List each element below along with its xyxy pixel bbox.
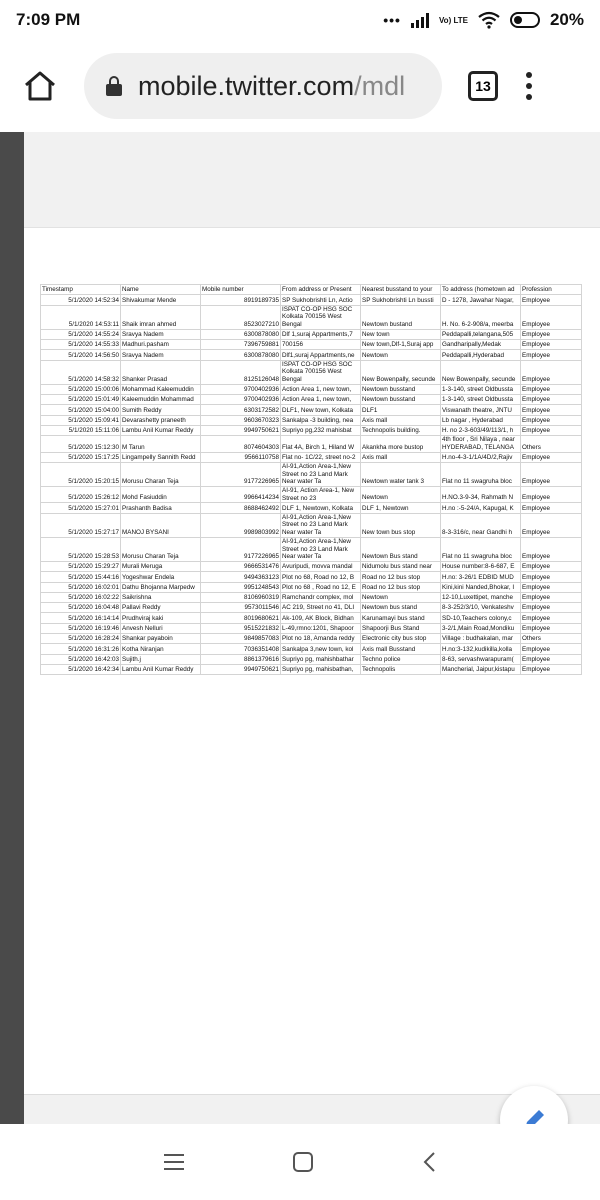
cell-mobile: 7396759881 bbox=[201, 340, 281, 350]
cell-to: H.NO.3-9-34, Rahmath N bbox=[441, 487, 521, 503]
cell-prof: Employee bbox=[521, 572, 582, 582]
cell-to: 3-2/1,Main Road,Mondiku bbox=[441, 623, 521, 633]
cell-to: Kini,kini Nanded,Bhokar, I bbox=[441, 582, 521, 592]
table-row bbox=[41, 405, 582, 415]
cell-mobile: 9700402936 bbox=[201, 395, 281, 405]
cell-to: 12-10,Luxettipet, manche bbox=[441, 592, 521, 602]
cell-mobile: 9849857083 bbox=[201, 634, 281, 644]
cell-to: 8-63, servashwarapuram( bbox=[441, 654, 521, 664]
table-row bbox=[41, 340, 582, 350]
cell-prof: Employee bbox=[521, 592, 582, 602]
cell-prof: Employee bbox=[521, 513, 582, 537]
cell-ts: 5/1/2020 16:31:26 bbox=[41, 644, 121, 654]
cell-ts: 5/1/2020 15:12:30 bbox=[41, 436, 121, 452]
cell-name: Sravya Nadem bbox=[121, 329, 201, 339]
cell-to: D - 1278, Jawahar Nagar, bbox=[441, 295, 521, 305]
table-row bbox=[41, 644, 582, 654]
cell-bus: SP Sukhobrishti Ln bussti bbox=[361, 295, 441, 305]
cell-name: Anvesh Nelluri bbox=[121, 623, 201, 633]
cell-name: Sravya Nadem bbox=[121, 350, 201, 360]
cell-from: 700156 bbox=[281, 340, 361, 350]
cell-ts: 5/1/2020 16:14:14 bbox=[41, 613, 121, 623]
cell-name: Dathu Bhojanna Marpedw bbox=[121, 582, 201, 592]
cell-name: Kaleemuddin Mohammad bbox=[121, 395, 201, 405]
cell-to: H.no:3-132,kudikilla,kolla bbox=[441, 644, 521, 654]
status-bar bbox=[0, 0, 600, 40]
cell-to: Lb nagar , Hyderabad bbox=[441, 415, 521, 425]
signal-strength-icon bbox=[411, 12, 429, 28]
cell-ts: 5/1/2020 14:55:33 bbox=[41, 340, 121, 350]
cell-bus: Road no 12 bus stop bbox=[361, 572, 441, 582]
cell-to: 1-3-140, street Oldbussta bbox=[441, 384, 521, 394]
table-header-row bbox=[41, 285, 582, 295]
cell-ts: 5/1/2020 15:17:25 bbox=[41, 452, 121, 462]
cell-name: Mohd Fasiuddin bbox=[121, 487, 201, 503]
cell-name: Kotha Niranjan bbox=[121, 644, 201, 654]
cell-mobile: 9566110758 bbox=[201, 452, 281, 462]
cell-name: Shivakumar Mende bbox=[121, 295, 201, 305]
cell-name: MANOJ BYSANI bbox=[121, 513, 201, 537]
cell-name: Murali Meruga bbox=[121, 561, 201, 571]
cell-to: H. No. 6-2-908/a, meerba bbox=[441, 305, 521, 329]
cell-mobile: 8074604303 bbox=[201, 436, 281, 452]
header-cell: Timestamp bbox=[41, 285, 121, 295]
cell-prof: Employee bbox=[521, 462, 582, 486]
cell-prof: Employee bbox=[521, 613, 582, 623]
cell-bus: DLF1 bbox=[361, 405, 441, 415]
cell-prof: Employee bbox=[521, 503, 582, 513]
battery-percent: 20% bbox=[549, 10, 584, 29]
cell-mobile: 8688462492 bbox=[201, 503, 281, 513]
table-row bbox=[41, 513, 582, 537]
cell-mobile: 9603670323 bbox=[201, 415, 281, 425]
volte-icon: Vo) LTE bbox=[438, 15, 468, 25]
table-row bbox=[41, 582, 582, 592]
cell-ts: 5/1/2020 14:53:11 bbox=[41, 305, 121, 329]
table-row bbox=[41, 415, 582, 425]
cell-ts: 5/1/2020 16:42:34 bbox=[41, 664, 121, 674]
cell-to: Village : budhakalan, mar bbox=[441, 634, 521, 644]
cell-mobile: 8861379616 bbox=[201, 654, 281, 664]
cell-bus: Axis mall Busstand bbox=[361, 644, 441, 654]
home-icon bbox=[23, 70, 57, 102]
cell-mobile: 9515221832 bbox=[201, 623, 281, 633]
cell-bus: DLF 1, Newtown bbox=[361, 503, 441, 513]
cell-ts: 5/1/2020 15:01:49 bbox=[41, 395, 121, 405]
cell-to: Peddapalli,Hyderabad bbox=[441, 350, 521, 360]
table-row bbox=[41, 305, 582, 329]
cell-bus: Newtown bustand bbox=[361, 305, 441, 329]
cell-to: Gandharipally,Medak bbox=[441, 340, 521, 350]
cell-ts: 5/1/2020 15:29:27 bbox=[41, 561, 121, 571]
cell-name: Saikrishna bbox=[121, 592, 201, 602]
cell-bus: Nidumolu bus stand near bbox=[361, 561, 441, 571]
cell-prof: Employee bbox=[521, 452, 582, 462]
cell-name: Shankar payaboin bbox=[121, 634, 201, 644]
square-home-icon[interactable] bbox=[292, 1151, 314, 1173]
cell-ts: 5/1/2020 16:19:46 bbox=[41, 623, 121, 633]
cell-from: AI-91,Action Area-1,New Street no 23 Land Mark Near water Ta bbox=[281, 537, 361, 561]
menu-lines-icon[interactable] bbox=[163, 1152, 185, 1172]
cell-ts: 5/1/2020 16:04:48 bbox=[41, 603, 121, 613]
header-cell: Profession bbox=[521, 285, 582, 295]
cell-from: Dlf 1,suraj Appartments,7 bbox=[281, 329, 361, 339]
cell-bus: Newtown busstand bbox=[361, 384, 441, 394]
cell-bus: Axis mall bbox=[361, 415, 441, 425]
cell-from: Avuripudi, movva mandal bbox=[281, 561, 361, 571]
cell-to: Mancherial, Jaipur,kistapu bbox=[441, 664, 521, 674]
cell-prof: Employee bbox=[521, 350, 582, 360]
table-row bbox=[41, 634, 582, 644]
cell-bus: New town bus stop bbox=[361, 513, 441, 537]
cell-prof: Employee bbox=[521, 644, 582, 654]
cell-to: House number:8-6-687, E bbox=[441, 561, 521, 571]
cell-bus: Newtown bbox=[361, 487, 441, 503]
status-time: 7:09 PM bbox=[16, 10, 81, 29]
cell-name: Morusu Charan Teja bbox=[121, 462, 201, 486]
lock-icon bbox=[106, 76, 122, 96]
cell-to: H.no-4-3-1/1A/4D/2,Rajiv bbox=[441, 452, 521, 462]
cell-from: Action Area 1, new town, bbox=[281, 395, 361, 405]
cell-mobile: 9177226965 bbox=[201, 537, 281, 561]
cell-ts: 5/1/2020 16:02:01 bbox=[41, 582, 121, 592]
cell-name: Mohammad Kaleemuddin bbox=[121, 384, 201, 394]
cell-prof: Employee bbox=[521, 295, 582, 305]
url-domain: mobile.twitter.com bbox=[138, 70, 355, 101]
cell-bus: New Bowenpally, secunde bbox=[361, 360, 441, 384]
cell-to: 4th floor , Sri Nilaya , near HYDERABAD, TELANGA bbox=[441, 436, 521, 452]
table-row bbox=[41, 623, 582, 633]
cell-from: Plot no 68 , Road no 12, E bbox=[281, 582, 361, 592]
cell-bus: Newtown bbox=[361, 350, 441, 360]
cell-mobile: 8919189735 bbox=[201, 295, 281, 305]
cell-ts: 5/1/2020 15:09:41 bbox=[41, 415, 121, 425]
table-row bbox=[41, 654, 582, 664]
cell-name: Lingampelly Sannith Redd bbox=[121, 452, 201, 462]
tab-switcher-button[interactable]: 13 bbox=[468, 71, 498, 101]
table-row bbox=[41, 664, 582, 674]
cell-prof: Employee bbox=[521, 305, 582, 329]
cell-ts: 5/1/2020 16:28:24 bbox=[41, 634, 121, 644]
back-chevron-icon[interactable] bbox=[421, 1151, 437, 1173]
cell-from: DLF 1, Newtown, Kolkata bbox=[281, 503, 361, 513]
cell-prof: Employee bbox=[521, 405, 582, 415]
cell-from: AI-91,Action Area-1,New Street no 23 Land Mark Near water Ta bbox=[281, 462, 361, 486]
cell-prof: Employee bbox=[521, 340, 582, 350]
cell-name: Shanker Prasad bbox=[121, 360, 201, 384]
cell-mobile: 7036351408 bbox=[201, 644, 281, 654]
table-row bbox=[41, 572, 582, 582]
system-nav-bar bbox=[0, 1124, 600, 1200]
cell-bus: Road no 12 bus stop bbox=[361, 582, 441, 592]
cell-ts: 5/1/2020 15:44:16 bbox=[41, 572, 121, 582]
table-row bbox=[41, 561, 582, 571]
cell-bus: Electronic city bus stop bbox=[361, 634, 441, 644]
cell-mobile: 9700402936 bbox=[201, 384, 281, 394]
header-cell: Nearest busstand to your bbox=[361, 285, 441, 295]
cell-from: Dlf1,suraj Appartments,ne bbox=[281, 350, 361, 360]
wifi-icon bbox=[478, 11, 500, 29]
table-row bbox=[41, 462, 582, 486]
table-row bbox=[41, 487, 582, 503]
cell-name: Shaik imran ahmed bbox=[121, 305, 201, 329]
cell-ts: 5/1/2020 15:11:06 bbox=[41, 425, 121, 435]
table-row bbox=[41, 592, 582, 602]
cell-prof: Employee bbox=[521, 487, 582, 503]
cell-bus: Technopolis bbox=[361, 664, 441, 674]
table-row bbox=[41, 425, 582, 435]
header-cell: Name bbox=[121, 285, 201, 295]
cell-from: Supriyo pg,232 mahisbat bbox=[281, 425, 361, 435]
cell-ts: 5/1/2020 15:26:12 bbox=[41, 487, 121, 503]
cell-bus: Techno police bbox=[361, 654, 441, 664]
cell-from: L-49,rmno:1201, Shapoor bbox=[281, 623, 361, 633]
cell-mobile: 9494363123 bbox=[201, 572, 281, 582]
cell-bus: Newtown busstand bbox=[361, 395, 441, 405]
cell-name: Yogeshwar Endela bbox=[121, 572, 201, 582]
cell-mobile: 9989803992 bbox=[201, 513, 281, 537]
cell-ts: 5/1/2020 14:52:34 bbox=[41, 295, 121, 305]
cell-from: AI-91,Action Area-1,New Street no 23 Land Mark Near water Ta bbox=[281, 513, 361, 537]
cell-from: Plot no 68, Road no 12, B bbox=[281, 572, 361, 582]
browser-toolbar bbox=[0, 40, 600, 132]
cell-to: 1-3-140, street Oldbussta bbox=[441, 395, 521, 405]
cell-to: H.no: 3-26/1 EDBID MUD bbox=[441, 572, 521, 582]
cell-prof: Employee bbox=[521, 664, 582, 674]
cell-from: Flat 4A, Birch 1, Hiland W bbox=[281, 436, 361, 452]
cell-from: Ak-109, AK Block, Bidhan bbox=[281, 613, 361, 623]
table-row bbox=[41, 436, 582, 452]
status-icons bbox=[383, 10, 584, 30]
cell-bus: Akankha more bustop bbox=[361, 436, 441, 452]
table-row bbox=[41, 537, 582, 561]
more-vert-icon[interactable] bbox=[524, 72, 534, 100]
cell-to: Flat no 11 swagruha bloc bbox=[441, 537, 521, 561]
cell-prof: Employee bbox=[521, 395, 582, 405]
battery-saver-icon bbox=[510, 12, 540, 28]
cell-ts: 5/1/2020 14:56:50 bbox=[41, 350, 121, 360]
cell-name: Devarashetty praneeth bbox=[121, 415, 201, 425]
cell-ts: 5/1/2020 14:58:32 bbox=[41, 360, 121, 384]
cell-name: Sujith.j bbox=[121, 654, 201, 664]
cell-mobile: 9949750621 bbox=[201, 664, 281, 674]
cell-to: Peddapalli,telangana,505 bbox=[441, 329, 521, 339]
cell-to: SD-10,Teachers colony,c bbox=[441, 613, 521, 623]
cell-bus: Shapoorji Bus Stand bbox=[361, 623, 441, 633]
table-row bbox=[41, 295, 582, 305]
cell-prof: Employee bbox=[521, 329, 582, 339]
cell-mobile: 9666531476 bbox=[201, 561, 281, 571]
document-header-area bbox=[24, 132, 600, 228]
cell-prof: Employee bbox=[521, 384, 582, 394]
cell-prof: Employee bbox=[521, 582, 582, 592]
cell-name: M Tarun bbox=[121, 436, 201, 452]
table-row bbox=[41, 360, 582, 384]
cell-to: New Bowenpally, secunde bbox=[441, 360, 521, 384]
cell-prof: Employee bbox=[521, 415, 582, 425]
cell-from: Supriyo pg, mahisbathan, bbox=[281, 664, 361, 674]
cell-from: ISPAT CO-OP HSG SOC Kolkata 700156 West Bengal bbox=[281, 305, 361, 329]
table-row bbox=[41, 603, 582, 613]
cell-ts: 5/1/2020 15:27:17 bbox=[41, 513, 121, 537]
cell-from: AI-91, Action Area-1, New Street no 23 bbox=[281, 487, 361, 503]
header-cell: Mobile number bbox=[201, 285, 281, 295]
table-row bbox=[41, 350, 582, 360]
cell-ts: 5/1/2020 15:27:01 bbox=[41, 503, 121, 513]
notification-dots-icon: ••• bbox=[383, 12, 401, 28]
cell-ts: 5/1/2020 16:42:03 bbox=[41, 654, 121, 664]
cell-to: 8-3-252/3/10, Venkateshv bbox=[441, 603, 521, 613]
cell-mobile: 6300878080 bbox=[201, 329, 281, 339]
cell-from: Supriyo pg, mahishbathar bbox=[281, 654, 361, 664]
cell-to: Flat no 11 swagruha bloc bbox=[441, 462, 521, 486]
cell-mobile: 9573011546 bbox=[201, 603, 281, 613]
cell-name: Lambu Anil Kumar Reddy bbox=[121, 664, 201, 674]
cell-prof: Employee bbox=[521, 425, 582, 435]
cell-prof: Employee bbox=[521, 654, 582, 664]
header-cell: From address or Present bbox=[281, 285, 361, 295]
table-row bbox=[41, 329, 582, 339]
cell-from: ISPAT CO-OP HSG SOC Kolkata 700156 West Bengal bbox=[281, 360, 361, 384]
cell-name: Pallavi Reddy bbox=[121, 603, 201, 613]
cell-mobile: 9177226965 bbox=[201, 462, 281, 486]
cell-to: H.no :-5-24/A, Kapugal, K bbox=[441, 503, 521, 513]
cell-name: Madhuri.pasham bbox=[121, 340, 201, 350]
cell-from: Plot no 18, Amanda reddy bbox=[281, 634, 361, 644]
cell-bus: Axis mall bbox=[361, 452, 441, 462]
table-row bbox=[41, 384, 582, 394]
cell-prof: Employee bbox=[521, 561, 582, 571]
cell-bus: Newtown water tank 3 bbox=[361, 462, 441, 486]
cell-mobile: 9949750621 bbox=[201, 425, 281, 435]
cell-bus: Karunamayi bus stand bbox=[361, 613, 441, 623]
cell-from: Flat no- 1C/22, street no-2 bbox=[281, 452, 361, 462]
cell-name: Prudhviraj kaki bbox=[121, 613, 201, 623]
cell-ts: 5/1/2020 15:04:00 bbox=[41, 405, 121, 415]
cell-bus: Technopolis building. bbox=[361, 425, 441, 435]
cell-from: Sankalpa 3,new town, kol bbox=[281, 644, 361, 654]
cell-mobile: 8523027210 bbox=[201, 305, 281, 329]
cell-prof: Employee bbox=[521, 623, 582, 633]
address-bar[interactable] bbox=[84, 53, 442, 119]
cell-mobile: 8106960319 bbox=[201, 592, 281, 602]
cell-name: Lambu Anil Kumar Reddy bbox=[121, 425, 201, 435]
home-button[interactable] bbox=[18, 64, 62, 108]
cell-prof: Employee bbox=[521, 537, 582, 561]
cell-bus: Newtown bbox=[361, 592, 441, 602]
cell-name: Morusu Charan Teja bbox=[121, 537, 201, 561]
cell-ts: 5/1/2020 15:28:53 bbox=[41, 537, 121, 561]
cell-to: H. no 2-3-603/49/113/1, h bbox=[441, 425, 521, 435]
cell-mobile: 8019680621 bbox=[201, 613, 281, 623]
cell-mobile: 9966414234 bbox=[201, 487, 281, 503]
cell-from: Sankalpa -3 building, nea bbox=[281, 415, 361, 425]
cell-mobile: 9951248543 bbox=[201, 582, 281, 592]
cell-from: Action Area 1, new town, bbox=[281, 384, 361, 394]
cell-bus: Newtown Bus stand bbox=[361, 537, 441, 561]
header-cell: To address (hometown ad bbox=[441, 285, 521, 295]
table-row bbox=[41, 452, 582, 462]
cell-name: Prashanth Badisa bbox=[121, 503, 201, 513]
cell-to: Viswanath theatre, JNTU bbox=[441, 405, 521, 415]
cell-prof: Others bbox=[521, 634, 582, 644]
document-page bbox=[24, 132, 600, 1124]
document-viewer bbox=[0, 132, 600, 1124]
table-row bbox=[41, 503, 582, 513]
cell-ts: 5/1/2020 15:20:15 bbox=[41, 462, 121, 486]
cell-ts: 5/1/2020 16:02:22 bbox=[41, 592, 121, 602]
cell-from: DLF1, New town, Kolkata bbox=[281, 405, 361, 415]
cell-prof: Employee bbox=[521, 360, 582, 384]
cell-bus: New town bbox=[361, 329, 441, 339]
url-path: /mdl bbox=[354, 70, 406, 101]
cell-from: SP Sukhobrishti Ln, Actio bbox=[281, 295, 361, 305]
cell-bus: Newtown bus stand bbox=[361, 603, 441, 613]
cell-mobile: 6303172582 bbox=[201, 405, 281, 415]
cell-ts: 5/1/2020 14:55:24 bbox=[41, 329, 121, 339]
cell-prof: Others bbox=[521, 436, 582, 452]
table-row bbox=[41, 395, 582, 405]
cell-mobile: 6300878080 bbox=[201, 350, 281, 360]
cell-mobile: 8125126048 bbox=[201, 360, 281, 384]
cell-from: Ramchandr complex, mol bbox=[281, 592, 361, 602]
cell-ts: 5/1/2020 15:00:06 bbox=[41, 384, 121, 394]
cell-bus: New town,Dlf-1,Suraj app bbox=[361, 340, 441, 350]
cell-from: AC 219, Street no 41, DLI bbox=[281, 603, 361, 613]
url-text bbox=[138, 71, 405, 102]
cell-prof: Employee bbox=[521, 603, 582, 613]
spreadsheet-table bbox=[40, 284, 582, 675]
cell-to: 8-3-316/c, near Gandhi h bbox=[441, 513, 521, 537]
cell-name: Sumith Reddy bbox=[121, 405, 201, 415]
table-row bbox=[41, 613, 582, 623]
